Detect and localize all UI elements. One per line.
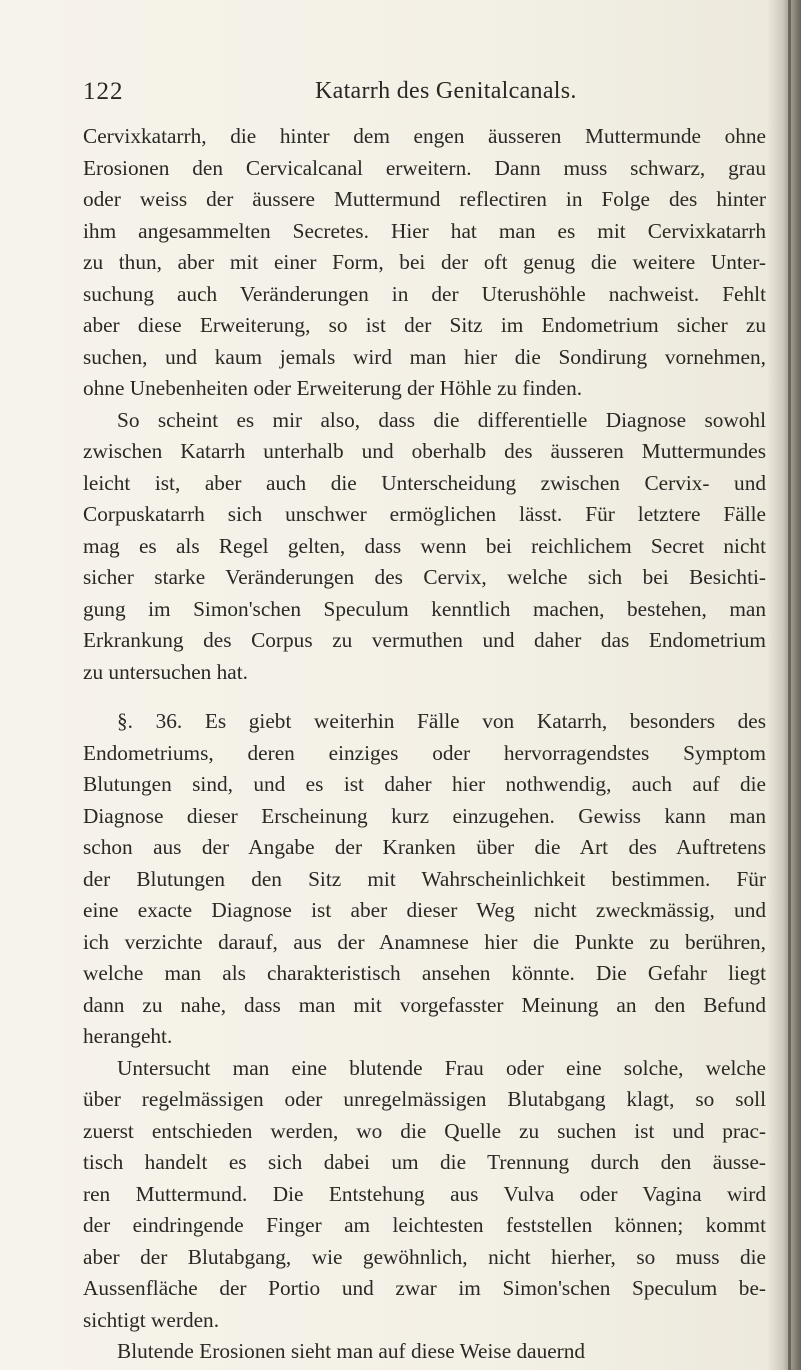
text-line: Endometriums, deren einziges oder hervorragendstes Symptom bbox=[83, 740, 766, 765]
binding-edge bbox=[788, 0, 791, 1370]
text-line: suchung auch Veränderungen in der Uterushöhle nachweist. Fehlt bbox=[83, 281, 766, 306]
text-line: zwischen Katarrh unterhalb und oberhalb des äusseren Muttermundes bbox=[83, 439, 766, 463]
text-line: dann zu nahe, dass man mit vorgefasster Meinung an den Befund bbox=[83, 992, 766, 1017]
text-line: über regelmässigen oder unregelmässigen Blutabgang klagt, so soll bbox=[83, 1087, 766, 1111]
text-line: herangeht. bbox=[83, 1024, 173, 1048]
text-line: sicher starke Veränderungen des Cervix, welche sich bei Besichti- bbox=[83, 565, 766, 589]
text-line: tisch handelt es sich dabei um die Trennung durch den äusse- bbox=[83, 1150, 766, 1174]
text-line: der Blutungen den Sitz mit Wahrscheinlichkeit bestimmen. Für bbox=[83, 866, 766, 891]
page-header bbox=[83, 78, 723, 112]
paragraph bbox=[83, 121, 766, 405]
paragraph bbox=[83, 1053, 766, 1337]
text-line: So scheint es mir also, dass die differentielle Diagnose sowohl bbox=[117, 407, 766, 432]
text-line: Corpuskatarrh sich unschwer ermöglichen lässt. Für letztere Fälle bbox=[83, 502, 766, 526]
text-line: Aussenfläche der Portio und zwar im Simon'schen Speculum be- bbox=[83, 1276, 766, 1300]
text-line: eine exacte Diagnose ist aber dieser Weg nicht zweckmässig, und bbox=[83, 898, 766, 922]
text-line: Erosionen den Cervicalcanal erweitern. Dann muss schwarz, grau bbox=[83, 155, 766, 180]
text-line: §. 36. Es giebt weiterhin Fälle von Katarrh, besonders des bbox=[117, 709, 766, 733]
text-line: sichtigt werden. bbox=[83, 1307, 220, 1332]
text-line: zuerst entschieden werden, wo die Quelle zu suchen ist und prac- bbox=[83, 1118, 766, 1143]
section-gap bbox=[83, 688, 766, 706]
text-line: der eindringende Finger am leichtesten feststellen können; kommt bbox=[83, 1213, 766, 1237]
text-line: Erkrankung des Corpus zu vermuthen und daher das Endometrium bbox=[83, 628, 766, 652]
text-line: ich verzichte darauf, aus der Anamnese hier die Punkte zu berühren, bbox=[83, 929, 766, 954]
text-line: Blutende Erosionen sieht man auf diese Weise dauernd bbox=[117, 1339, 586, 1363]
text-line: aber der Blutabgang, wie gewöhnlich, nicht hierher, so muss die bbox=[83, 1244, 766, 1269]
body-text bbox=[83, 121, 766, 1368]
text-line: schon aus der Angabe der Kranken über die Art des Auftretens bbox=[83, 835, 766, 859]
page-number: 122 bbox=[83, 78, 124, 105]
paragraph bbox=[83, 706, 766, 1053]
text-line: aber diese Erweiterung, so ist der Sitz im Endometrium sicher zu bbox=[83, 313, 766, 337]
running-head: Katarrh des Genitalcanals. bbox=[315, 78, 577, 104]
text-line: mag es als Regel gelten, dass wenn bei reichlichem Secret nicht bbox=[83, 533, 766, 558]
text-line: Untersucht man eine blutende Frau oder eine solche, welche bbox=[117, 1055, 766, 1080]
text-line: zu thun, aber mit einer Form, bei der oft genug die weitere Unter- bbox=[83, 250, 766, 274]
text-line: zu untersuchen hat. bbox=[83, 659, 248, 684]
text-line: Blutungen sind, und es ist daher hier nothwendig, auch auf die bbox=[83, 772, 766, 796]
text-line: ren Muttermund. Die Entstehung aus Vulva oder Vagina wird bbox=[83, 1181, 766, 1206]
text-line: welche man als charakteristisch ansehen könnte. Die Gefahr liegt bbox=[83, 961, 766, 985]
text-line: ihm angesammelten Secretes. Hier hat man es mit Cervixkatarrh bbox=[83, 218, 766, 243]
text-line: Diagnose dieser Erscheinung kurz einzugehen. Gewiss kann man bbox=[83, 803, 766, 828]
text-line: Cervixkatarrh, die hinter dem engen äusseren Muttermunde ohne bbox=[83, 124, 766, 148]
text-line: ohne Unebenheiten oder Erweiterung der Höhle zu finden. bbox=[83, 376, 583, 400]
text-line: oder weiss der äussere Muttermund reflectiren in Folge des hinter bbox=[83, 187, 766, 211]
paragraph bbox=[83, 405, 766, 689]
page-edge-shadow bbox=[767, 0, 801, 1370]
text-line: gung im Simon'schen Speculum kenntlich machen, bestehen, man bbox=[83, 596, 766, 621]
text-line: suchen, und kaum jemals wird man hier die Sondirung vornehmen, bbox=[83, 344, 766, 369]
text-line: leicht ist, aber auch die Unterscheidung zwischen Cervix- und bbox=[83, 470, 766, 495]
paragraph bbox=[83, 1336, 766, 1368]
